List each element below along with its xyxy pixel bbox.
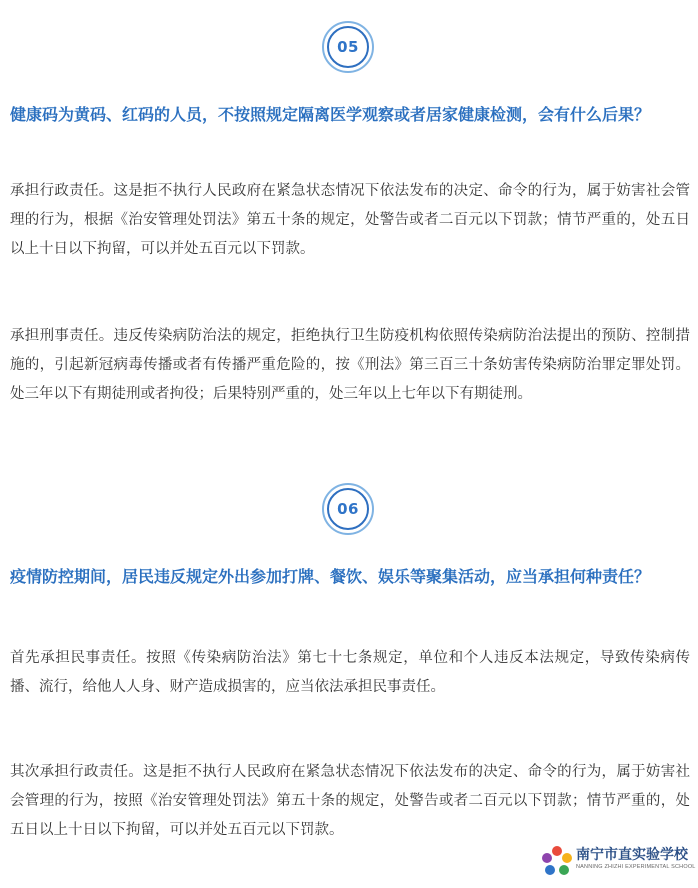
school-name: 南宁市直实验学校	[576, 847, 688, 863]
answer-paragraph: 承担行政责任。这是拒不执行人民政府在紧急状态情况下依法发布的决定、命令的行为，属于妨害社会管理的行为，根据《治安管理处罚法》第五十条的规定，处警告或者二百元以下罚款；情节严重的，处五日以上十日以下拘留，可以并处五百元以下罚款。	[10, 183, 690, 257]
question-heading: 疫情防控期间，居民违反规定外出参加打牌、餐饮、娱乐等聚集活动，应当承担何种责任？	[10, 567, 651, 586]
school-logo	[540, 842, 696, 882]
answer-paragraph: 首先承担民事责任。按照《传染病防治法》第七十七条规定，单位和个人违反本法规定，导致传染病传播、流行，给他人人身、财产造成损害的，应当依法承担民事责任。	[10, 650, 690, 695]
question-heading: 健康码为黄码、红码的人员，不按照规定隔离医学观察或者居家健康检测，会有什么后果？	[10, 105, 651, 124]
school-emblem-icon	[540, 844, 574, 878]
section-number-badge	[322, 483, 374, 535]
answer-paragraph: 其次承担行政责任。这是拒不执行人民政府在紧急状态情况下依法发布的决定、命令的行为，属于妨害社会管理的行为，按照《治安管理处罚法》第五十条的规定，处警告或者二百元以下罚款；情节严重的，处五日以上十日以下拘留，可以并处五百元以下罚款。	[10, 764, 690, 838]
school-name-en: NANNING ZHIZHI EXPERIMENTAL SCHOOL	[576, 864, 696, 870]
section-number: 05	[327, 26, 369, 68]
answer-paragraph: 承担刑事责任。违反传染病防治法的规定，拒绝执行卫生防疫机构依照传染病防治法提出的预防、控制措施的，引起新冠病毒传播或者有传播严重危险的，按《刑法》第三百三十条妨害传染病防治罪定罪处罚。处三年以下有期徒刑或者拘役；后果特别严重的，处三年以上七年以下有期徒刑。	[10, 328, 690, 402]
section-number-badge	[322, 21, 374, 73]
section-number: 06	[327, 488, 369, 530]
